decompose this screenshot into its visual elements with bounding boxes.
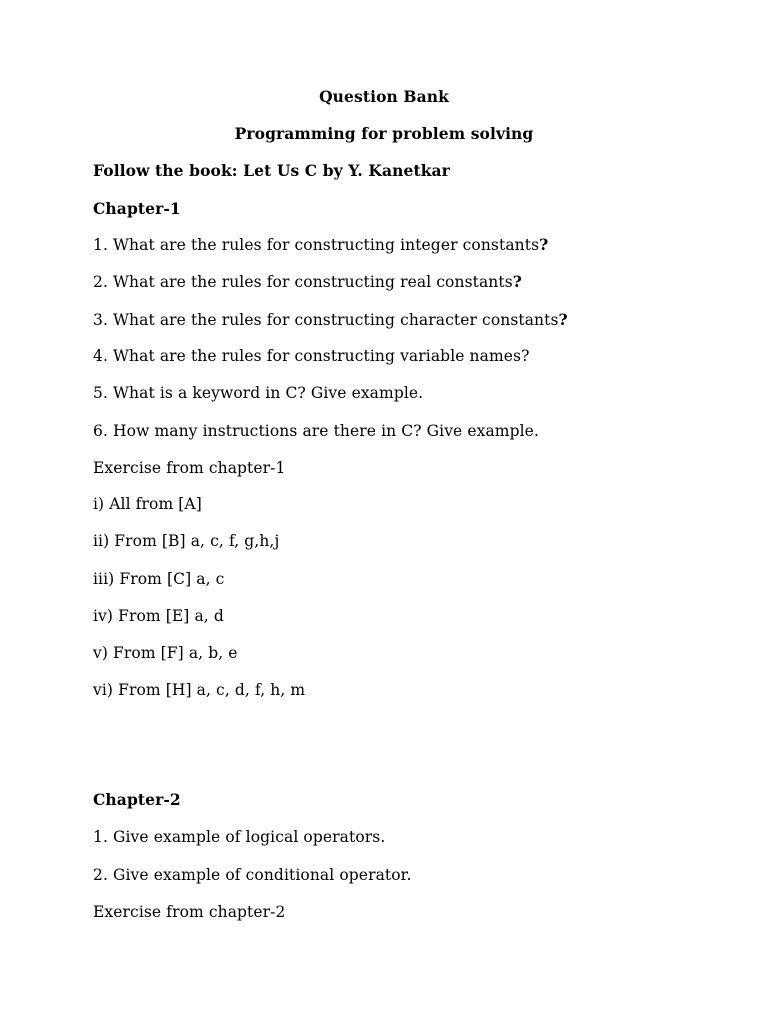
chapter-1-question: 1. What are the rules for constructing integer constants? <box>93 235 549 254</box>
chapter-1-exercise-item: ii) From [B] a, c, f, g,h,j <box>93 532 280 550</box>
document-title: Question Bank <box>319 87 449 106</box>
chapter-1-question: 3. What are the rules for constructing character constants? <box>93 310 568 329</box>
chapter-1-exercise-item: vi) From [H] a, c, d, f, h, m <box>93 681 306 699</box>
chapter-2-exercise-title: Exercise from chapter-2 <box>93 903 286 921</box>
chapter-1-question: 6. How many instructions are there in C? Give example. <box>93 422 539 440</box>
chapter-1-question: 5. What is a keyword in C? Give example. <box>93 384 424 402</box>
chapter-2-question: 2. Give example of conditional operator. <box>93 866 412 884</box>
chapter-1-exercise-item: iv) From [E] a, d <box>93 607 224 625</box>
chapter-2-heading: Chapter-2 <box>93 790 181 809</box>
chapter-1-question: 2. What are the rules for constructing real constants? <box>93 272 522 291</box>
chapter-2-question: 1. Give example of logical operators. <box>93 828 386 846</box>
book-reference: Follow the book: Let Us C by Y. Kanetkar <box>93 161 450 180</box>
chapter-1-exercise-item: v) From [F] a, b, e <box>93 644 238 662</box>
chapter-1-question: 4. What are the rules for constructing variable names? <box>93 347 530 365</box>
chapter-1-exercise-item: iii) From [C] a, c <box>93 570 225 588</box>
chapter-1-exercise-item: i) All from [A] <box>93 495 202 513</box>
subject-title: Programming for problem solving <box>234 124 534 143</box>
chapter-1-exercise-title: Exercise from chapter-1 <box>93 459 286 477</box>
chapter-1-heading: Chapter-1 <box>93 199 181 218</box>
